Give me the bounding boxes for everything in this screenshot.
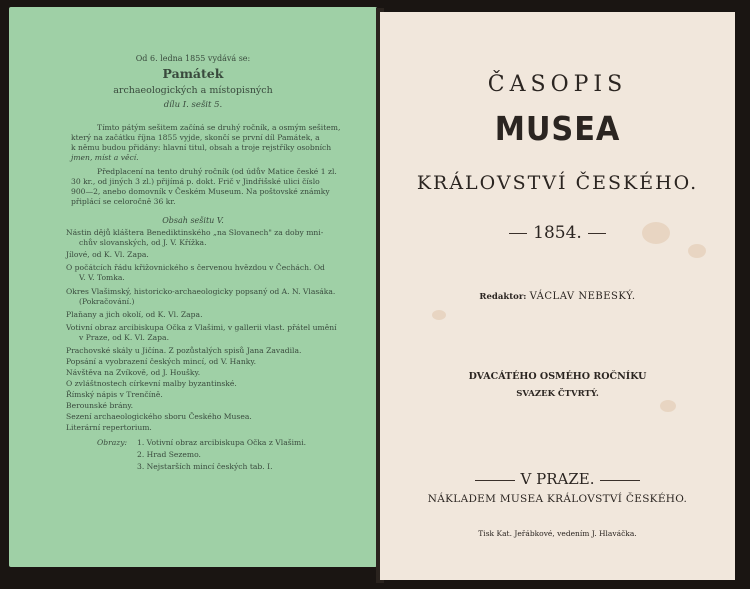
publication-subtitle: archaeologických a místopisných	[113, 85, 273, 96]
publisher-line: NÁKLADEM MUSEA KRÁLOVSTVÍ ČESKÉHO.	[427, 493, 688, 505]
contents-item: Votivní obraz arcibiskupa Očka z Vlašimi, v gallerii vlast. přátel umění	[66, 323, 337, 332]
contents-item: Prachovské skály u Jičína. Z pozůstalých spisů Jana Zavadila.	[66, 346, 302, 355]
journal-title-top: ČASOPIS	[487, 72, 628, 97]
intro-line: 30 kr., od jiných 3 zl.) přijímá p. dokt. Frič v Jindřišské ulici číslo	[71, 177, 320, 186]
publication-title: Památek	[162, 66, 224, 81]
journal-title-sub: KRÁLOVSTVÍ ČESKÉHO.	[416, 172, 699, 194]
contents-item: O zvláštnostech církevní malby byzantinské.	[66, 379, 237, 388]
foxing-stain	[660, 400, 676, 412]
ornament-rule	[600, 480, 640, 481]
foxing-stain	[432, 310, 446, 320]
journal-title-main: MUSEA	[494, 109, 621, 148]
contents-item: (Pokračování.)	[79, 297, 135, 306]
contents-item: Návštěva na Zvíkově, od J. Houšky.	[66, 368, 201, 377]
images-item: 3. Nejstarších mincí českých tab. I.	[137, 462, 273, 471]
volume-line: DVACÁTÉHO OSMÉHO ROČNÍKU	[468, 371, 647, 382]
contents-item: Literární repertorium.	[66, 423, 152, 432]
place: V PRAZE.	[520, 470, 595, 488]
contents-item: Plaňany a jich okolí, od K. Vl. Zapa.	[66, 310, 203, 319]
ornament-rule	[588, 233, 606, 234]
contents-item: Sezení archaeologického sboru Českého Musea.	[66, 412, 252, 421]
left-page-green-cover	[9, 7, 377, 567]
contents-item: Okres Vlašimský, historicko-archaeologicky popsaný od A. N. Vlasáka.	[66, 287, 336, 296]
ornament-rule	[509, 233, 527, 234]
contents-item: v Praze, od K. Vl. Zapa.	[79, 333, 169, 342]
ornament-rule	[475, 480, 515, 481]
contents-heading: Obsah sešitu V.	[162, 216, 224, 225]
place-line	[380, 470, 735, 488]
intro-line: 900—2, anebo domovník v Českém Museum. Na poštovské známky	[71, 187, 330, 196]
intro-line: jmen, míst a věcí.	[71, 153, 139, 162]
year: 1854.	[533, 223, 582, 243]
editor-label: Redaktor:	[479, 292, 527, 302]
contents-item: Římský nápis v Trenčíně.	[66, 390, 163, 399]
year-line	[380, 222, 735, 244]
foxing-stain	[688, 244, 706, 258]
contents-item: Berounské brány.	[66, 401, 134, 410]
notice-line: Od 6. ledna 1855 vydává se:	[135, 54, 251, 63]
contents-item: Nástin dějů kláštera Benediktinského „na Slovanech" za doby mni-	[66, 228, 324, 237]
intro-line: Tímto pátým sešitem začíná se druhý ročník, a osmým sešitem,	[97, 123, 341, 132]
contents-item: V. V. Tomka.	[79, 273, 125, 282]
images-item: 1. Votivní obraz arcibiskupa Očka z Vlašimi.	[137, 438, 307, 447]
issue-line: SVAZEK ČTVRTÝ.	[516, 389, 599, 399]
images-label: Obrazy:	[97, 438, 128, 447]
intro-line: k němu budou přidány: hlavní titul, obsah a troje rejstříky osobních	[71, 143, 332, 152]
contents-item: O počátcích řádu křižovnického s červenou hvězdou v Čechách. Od	[66, 263, 325, 272]
editor-name: VÁCLAV NEBESKÝ.	[529, 291, 636, 302]
printer-line: Tisk Kat. Jeřábkové, vedením J. Hlaváčka.	[478, 529, 637, 538]
contents-item: chův slovanských, od J. V. Křížka.	[79, 238, 207, 247]
intro-line: Předplacení na tento druhý ročník (od údův Matice české 1 zl.	[97, 167, 337, 176]
contents-item: Popsání a vyobrazení českých mincí, od V. Hanky.	[66, 357, 257, 366]
publication-volume: dílu I. sešit 5.	[163, 100, 223, 110]
editor-line	[380, 290, 735, 304]
intro-line: připlácí se celoročně 36 kr.	[71, 197, 176, 206]
contents-item: Jílové, od K. Vl. Zapa.	[66, 250, 149, 259]
intro-line: který na začátku října 1855 vyjde, skončí se první díl Památek, a	[71, 133, 320, 142]
right-page-title-page	[380, 12, 735, 580]
images-item: 2. Hrad Sezemo.	[137, 450, 201, 459]
